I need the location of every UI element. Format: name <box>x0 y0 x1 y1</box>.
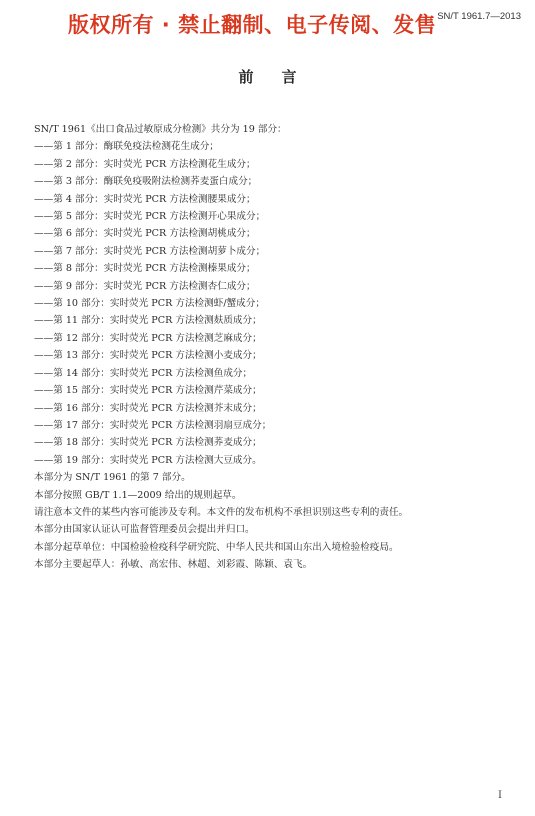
document-code: SN/T 1961.7—2013 <box>437 11 521 22</box>
part-item: ——第 19 部分：实时荧光 PCR 方法检测大豆成分。 <box>34 454 262 466</box>
proposer-paragraph: 本部分由国家认证认可监督管理委员会提出并归口。 <box>34 524 255 536</box>
part-item: ——第 6 部分：实时荧光 PCR 方法检测胡桃成分； <box>34 228 256 240</box>
part-item: ——第 2 部分：实时荧光 PCR 方法检测花生成分； <box>34 158 256 170</box>
part-item: ——第 1 部分：酶联免疫法检测花生成分； <box>34 141 219 153</box>
part-item: ——第 18 部分：实时荧光 PCR 方法检测荞麦成分； <box>34 437 262 449</box>
part-item: ——第 15 部分：实时荧光 PCR 方法检测芹菜成分； <box>34 385 262 397</box>
part-item: ——第 9 部分：实时荧光 PCR 方法检测杏仁成分； <box>34 280 256 292</box>
patent-notice-paragraph: 请注意本文件的某些内容可能涉及专利。本文件的发布机构不承担识别这些专利的责任。 <box>34 506 409 518</box>
foreword-body <box>34 121 514 574</box>
part-item: ——第 13 部分：实时荧光 PCR 方法检测小麦成分； <box>34 350 262 362</box>
part-item: ——第 14 部分：实时荧光 PCR 方法检测鱼成分； <box>34 367 253 379</box>
scope-paragraph: 本部分为 SN/T 1961 的第 7 部分。 <box>34 472 191 484</box>
part-item: ——第 3 部分：酶联免疫吸附法检测荞麦蛋白成分； <box>34 176 258 188</box>
watermark-text: 版权所有 · 禁止翻制、电子传阅、发售 <box>68 13 437 37</box>
part-item: ——第 12 部分：实时荧光 PCR 方法检测芝麻成分； <box>34 332 262 344</box>
part-item: ——第 8 部分：实时荧光 PCR 方法检测榛果成分； <box>34 263 256 275</box>
part-item: ——第 5 部分：实时荧光 PCR 方法检测开心果成分； <box>34 211 266 223</box>
intro-line: SN/T 1961《出口食品过敏原成分检测》共分为 19 部分： <box>34 124 287 135</box>
part-item: ——第 17 部分：实时荧光 PCR 方法检测羽扇豆成分； <box>34 419 272 431</box>
page-number: I <box>498 790 502 801</box>
drafting-rule-paragraph: 本部分按照 GB/T 1.1—2009 给出的规则起草。 <box>34 489 242 501</box>
part-item: ——第 10 部分：实时荧光 PCR 方法检测虾/蟹成分； <box>34 298 265 310</box>
part-item: ——第 16 部分：实时荧光 PCR 方法检测芥末成分； <box>34 402 262 414</box>
drafting-units-paragraph: 本部分起草单位：中国检验检疫科学研究院、中华人民共和国山东出入境检验检疫局。 <box>34 541 399 553</box>
part-item: ——第 4 部分：实时荧光 PCR 方法检测腰果成分； <box>34 193 256 205</box>
page-title: 前言 <box>238 68 325 86</box>
part-item: ——第 11 部分：实时荧光 PCR 方法检测麸质成分； <box>34 315 262 327</box>
drafters-paragraph: 本部分主要起草人：孙敏、高宏伟、林超、刘彩霞、陈颖、袁飞。 <box>34 559 313 571</box>
part-item: ——第 7 部分：实时荧光 PCR 方法检测胡萝卜成分； <box>34 245 266 257</box>
